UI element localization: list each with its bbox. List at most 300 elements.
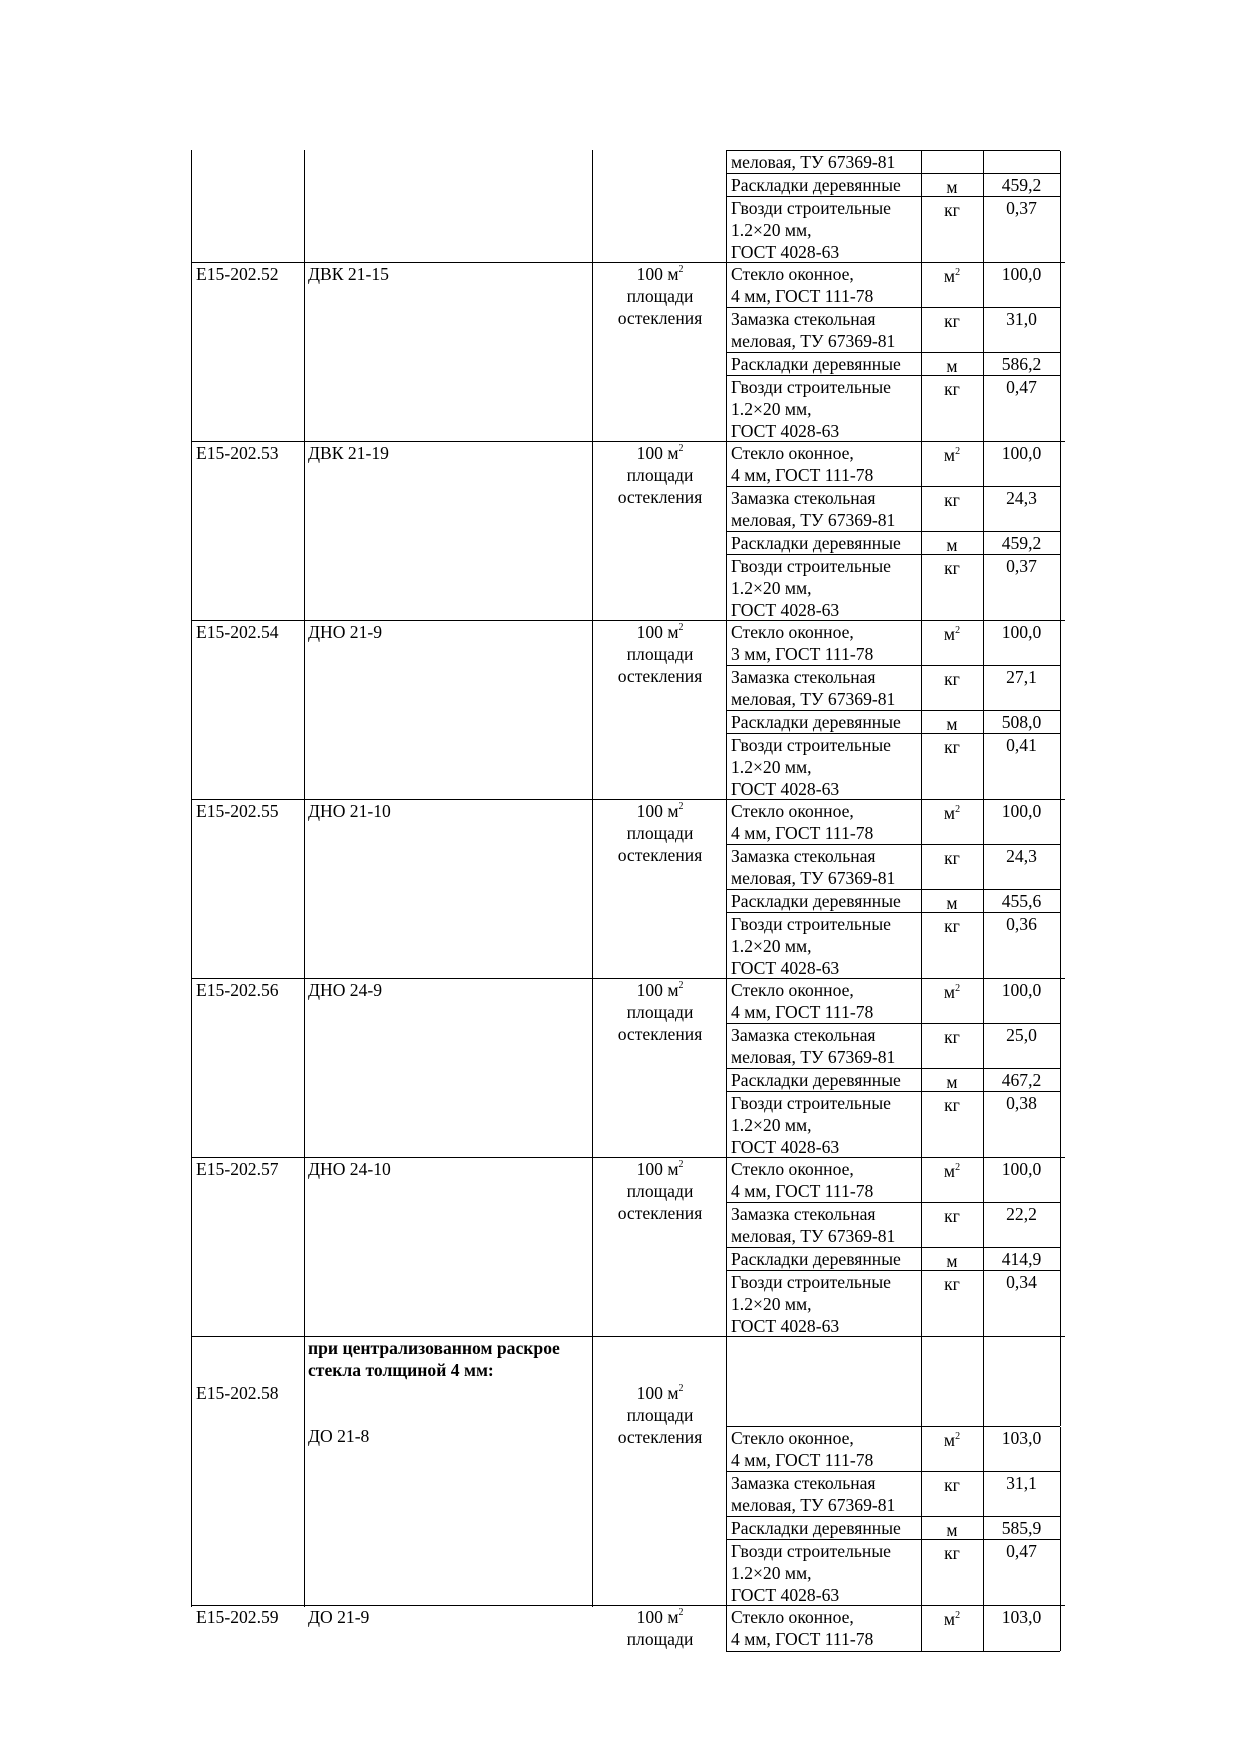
material-name: Гвозди строительные 1.2×20 мм, ГОСТ 4028-63 bbox=[731, 377, 891, 441]
material-unit bbox=[921, 444, 983, 466]
material-name: Раскладки деревянные bbox=[731, 1518, 901, 1538]
material-unit-text: кг bbox=[944, 1206, 960, 1226]
material-cell-border bbox=[726, 353, 727, 376]
material-cell-border bbox=[1060, 1024, 1061, 1069]
material-row bbox=[726, 554, 1060, 622]
material-name: Раскладки деревянные bbox=[731, 1249, 901, 1269]
material-name: Гвозди строительные 1.2×20 мм, ГОСТ 4028-63 bbox=[731, 735, 891, 799]
material-cell-border bbox=[1060, 442, 1061, 487]
material-cell-border bbox=[1060, 353, 1061, 376]
norm-name: ДО 21-9 bbox=[308, 1607, 370, 1627]
material-value: 508,0 bbox=[1001, 712, 1042, 732]
material-unit-superscript: 2 bbox=[955, 267, 961, 279]
material-cell-border bbox=[983, 1337, 984, 1426]
material-unit bbox=[921, 1273, 983, 1295]
norm-unit bbox=[593, 800, 727, 866]
material-cell-border bbox=[726, 1606, 727, 1651]
norm-unit-superscript: 2 bbox=[678, 1383, 684, 1395]
material-cell-border bbox=[726, 979, 727, 1024]
material-unit bbox=[921, 1429, 983, 1451]
material-cell-border bbox=[1060, 1248, 1061, 1271]
material-cell-border bbox=[726, 711, 727, 734]
material-row bbox=[726, 1605, 1060, 1652]
material-cell-border bbox=[1060, 1427, 1061, 1472]
norm-unit-line: площади bbox=[626, 1405, 694, 1425]
norm-unit-text: 100 м bbox=[636, 801, 679, 821]
material-row bbox=[726, 710, 1060, 734]
material-unit-text: м bbox=[943, 1430, 956, 1450]
material-cell-border bbox=[726, 376, 727, 443]
material-cell-border bbox=[726, 442, 727, 487]
material-cell-border bbox=[1060, 197, 1061, 264]
material-name: Замазка стекольная меловая, ТУ 67369-81 bbox=[731, 667, 896, 709]
material-value: 414,9 bbox=[1001, 1249, 1042, 1269]
material-cell-border bbox=[726, 666, 727, 711]
material-cell-border bbox=[726, 555, 727, 622]
material-cell-border bbox=[726, 734, 727, 801]
material-unit-text: кг bbox=[944, 311, 960, 331]
material-unit-text: кг bbox=[944, 379, 960, 399]
material-unit bbox=[921, 981, 983, 1003]
material-row bbox=[726, 844, 1060, 890]
material-unit bbox=[921, 1094, 983, 1116]
material-unit-text: кг bbox=[944, 1027, 960, 1047]
norm-entry bbox=[191, 262, 1065, 442]
material-cell-border bbox=[1060, 1203, 1061, 1248]
material-unit-text: м bbox=[946, 1251, 958, 1271]
material-name: Замазка стекольная меловая, ТУ 67369-81 bbox=[731, 309, 896, 351]
material-unit bbox=[921, 668, 983, 690]
material-value: 0,47 bbox=[1006, 377, 1037, 397]
material-name: Замазка стекольная меловая, ТУ 67369-81 bbox=[731, 488, 896, 530]
material-unit bbox=[921, 713, 983, 735]
norm-unit-line: площади bbox=[626, 465, 694, 485]
material-name: Гвозди строительные 1.2×20 мм, ГОСТ 4028-63 bbox=[731, 1093, 891, 1157]
norm-code: Е15-202.55 bbox=[196, 801, 279, 821]
norm-unit-superscript: 2 bbox=[678, 264, 684, 276]
material-unit-text: м bbox=[946, 714, 958, 734]
material-name: Стекло оконное, 4 мм, ГОСТ 111-78 bbox=[731, 801, 874, 843]
norm-name: ДНО 21-9 bbox=[308, 622, 383, 642]
material-name: Гвозди строительные 1.2×20 мм, ГОСТ 4028-63 bbox=[731, 1272, 891, 1336]
norm-entry bbox=[191, 1336, 1065, 1606]
material-value: 0,38 bbox=[1006, 1093, 1037, 1113]
material-unit bbox=[921, 489, 983, 511]
material-cell-border bbox=[1060, 174, 1061, 197]
material-unit-text: м bbox=[943, 803, 956, 823]
material-value: 100,0 bbox=[1001, 1159, 1042, 1179]
material-row bbox=[726, 1471, 1060, 1517]
material-cell-border bbox=[726, 1158, 727, 1203]
norm-unit-line: остекления bbox=[617, 1024, 703, 1044]
material-cell-border bbox=[726, 532, 727, 555]
material-unit-text: кг bbox=[944, 669, 960, 689]
material-value: 25,0 bbox=[1006, 1025, 1037, 1045]
material-unit-text: кг bbox=[944, 737, 960, 757]
material-cell-border bbox=[726, 890, 727, 913]
material-cell-border bbox=[726, 1427, 727, 1472]
norm-unit-line: площади bbox=[626, 1002, 694, 1022]
norm-code: Е15-202.52 bbox=[196, 264, 279, 284]
material-cell-border bbox=[726, 1069, 727, 1092]
norm-unit-superscript: 2 bbox=[678, 1159, 684, 1171]
material-value: 0,37 bbox=[1006, 198, 1037, 218]
norm-unit-superscript: 2 bbox=[678, 801, 684, 813]
material-value: 27,1 bbox=[1006, 667, 1037, 687]
material-value: 24,3 bbox=[1006, 488, 1037, 508]
norm-unit-line: площади bbox=[626, 286, 694, 306]
norm-unit-text: 100 м bbox=[636, 443, 679, 463]
material-cell-border bbox=[983, 151, 984, 174]
material-unit bbox=[921, 802, 983, 824]
material-cell-border bbox=[726, 1203, 727, 1248]
norm-unit-text: 100 м bbox=[636, 1383, 679, 1403]
materials-block bbox=[726, 799, 1060, 979]
material-cell-border bbox=[726, 1024, 727, 1069]
material-value: 0,41 bbox=[1006, 735, 1037, 755]
material-cell-border bbox=[1060, 263, 1061, 308]
material-row bbox=[726, 620, 1060, 666]
norm-name: ДО 21-8 bbox=[308, 1426, 370, 1446]
material-unit-superscript: 2 bbox=[955, 625, 961, 637]
material-unit bbox=[921, 378, 983, 400]
material-cell-border bbox=[921, 1337, 922, 1426]
material-cell-border bbox=[726, 1092, 727, 1159]
norm-entry bbox=[191, 799, 1065, 979]
material-unit bbox=[921, 199, 983, 221]
material-unit bbox=[921, 265, 983, 287]
norm-unit bbox=[593, 1158, 727, 1224]
material-row bbox=[726, 307, 1060, 353]
material-unit-text: кг bbox=[944, 1543, 960, 1563]
material-row bbox=[726, 978, 1060, 1024]
material-row bbox=[726, 733, 1060, 801]
material-cell-border bbox=[726, 151, 727, 174]
material-cell-border bbox=[726, 174, 727, 197]
material-value: 31,1 bbox=[1006, 1473, 1037, 1493]
material-unit-superscript: 2 bbox=[955, 446, 961, 458]
material-cell-border bbox=[1060, 845, 1061, 890]
materials-block bbox=[726, 1605, 1060, 1650]
norm-name: ДНО 21-10 bbox=[308, 801, 391, 821]
material-value: 100,0 bbox=[1001, 980, 1042, 1000]
material-unit-text: кг bbox=[944, 916, 960, 936]
material-name: Гвозди строительные 1.2×20 мм, ГОСТ 4028-63 bbox=[731, 1541, 891, 1605]
material-name: Стекло оконное, 4 мм, ГОСТ 111-78 bbox=[731, 1607, 874, 1649]
material-row bbox=[726, 1426, 1060, 1472]
material-cell-border bbox=[726, 263, 727, 308]
material-value: 455,6 bbox=[1001, 891, 1042, 911]
material-unit bbox=[921, 623, 983, 645]
material-cell-border bbox=[726, 845, 727, 890]
material-unit bbox=[921, 1542, 983, 1564]
materials-block bbox=[726, 150, 1060, 263]
material-cell-border bbox=[726, 1337, 727, 1426]
material-unit-text: кг bbox=[944, 848, 960, 868]
section-heading-text: при централизованном раскрое стекла толщиной 4 мм: bbox=[308, 1338, 560, 1380]
material-unit-text: м bbox=[946, 535, 958, 555]
norm-code: Е15-202.59 bbox=[196, 1607, 279, 1627]
material-value: 100,0 bbox=[1001, 264, 1042, 284]
norm-unit-text: 100 м bbox=[636, 622, 679, 642]
material-name: Замазка стекольная меловая, ТУ 67369-81 bbox=[731, 1025, 896, 1067]
material-unit-text: м bbox=[946, 1520, 958, 1540]
norm-unit-line: остекления bbox=[617, 308, 703, 328]
material-row bbox=[726, 531, 1060, 555]
norm-code: Е15-202.58 bbox=[196, 1383, 279, 1403]
material-cell-border bbox=[726, 1271, 727, 1338]
material-cell-border bbox=[726, 1248, 727, 1271]
material-name: Гвозди строительные 1.2×20 мм, ГОСТ 4028-63 bbox=[731, 198, 891, 262]
material-name: Раскладки деревянные bbox=[731, 533, 901, 553]
material-cell-border bbox=[1060, 1092, 1061, 1159]
material-value: 459,2 bbox=[1001, 533, 1042, 553]
norm-unit-line: площади bbox=[626, 644, 694, 664]
material-cell-border bbox=[1060, 913, 1061, 980]
material-name: Раскладки деревянные bbox=[731, 175, 901, 195]
norm-name: ДВК 21-19 bbox=[308, 443, 389, 463]
material-value: 0,47 bbox=[1006, 1541, 1037, 1561]
material-cell-border bbox=[1060, 1158, 1061, 1203]
material-unit bbox=[921, 355, 983, 377]
material-row bbox=[726, 912, 1060, 980]
material-unit-superscript: 2 bbox=[955, 1431, 961, 1443]
norm-unit bbox=[593, 263, 727, 329]
material-cell-border bbox=[1060, 555, 1061, 622]
material-unit bbox=[921, 915, 983, 937]
material-value: 103,0 bbox=[1001, 1607, 1042, 1627]
materials-block bbox=[726, 1157, 1060, 1337]
norm-unit-line bbox=[593, 442, 727, 464]
material-name: Стекло оконное, 4 мм, ГОСТ 111-78 bbox=[731, 443, 874, 485]
material-cell-border bbox=[1060, 308, 1061, 353]
material-name: Стекло оконное, 4 мм, ГОСТ 111-78 bbox=[731, 1159, 874, 1201]
material-cell-border bbox=[1060, 151, 1061, 174]
material-row bbox=[726, 1270, 1060, 1338]
norm-unit-line: остекления bbox=[617, 487, 703, 507]
material-unit-text: м bbox=[943, 266, 956, 286]
material-row bbox=[726, 262, 1060, 308]
material-row bbox=[726, 1247, 1060, 1271]
material-unit-text: кг bbox=[944, 1274, 960, 1294]
norm-unit-text: 100 м bbox=[636, 1159, 679, 1179]
material-unit bbox=[921, 892, 983, 914]
norm-unit-text: 100 м bbox=[636, 1607, 679, 1627]
norm-unit-line: площади bbox=[626, 1181, 694, 1201]
material-unit bbox=[921, 557, 983, 579]
norm-unit-text: 100 м bbox=[636, 264, 679, 284]
material-value: 100,0 bbox=[1001, 801, 1042, 821]
material-row bbox=[726, 150, 1060, 174]
material-cell-border bbox=[1060, 979, 1061, 1024]
material-unit bbox=[921, 176, 983, 198]
material-value: 586,2 bbox=[1001, 354, 1042, 374]
material-cell-border bbox=[726, 1472, 727, 1517]
materials-block bbox=[726, 262, 1060, 442]
material-cell-border bbox=[726, 308, 727, 353]
norm-unit bbox=[593, 1382, 727, 1448]
material-unit-superscript: 2 bbox=[955, 804, 961, 816]
norm-name: ДНО 24-9 bbox=[308, 980, 383, 1000]
material-row bbox=[726, 1157, 1060, 1203]
material-unit bbox=[921, 310, 983, 332]
material-unit bbox=[921, 1519, 983, 1541]
norm-unit-text: 100 м bbox=[636, 980, 679, 1000]
material-unit-text: кг bbox=[944, 200, 960, 220]
material-row bbox=[726, 441, 1060, 487]
material-value: 100,0 bbox=[1001, 622, 1042, 642]
material-unit-text: кг bbox=[944, 1095, 960, 1115]
norm-unit-line: остекления bbox=[617, 666, 703, 686]
materials-block bbox=[726, 620, 1060, 800]
material-unit bbox=[921, 1608, 983, 1630]
norm-unit-superscript: 2 bbox=[678, 622, 684, 634]
material-name: Стекло оконное, 3 мм, ГОСТ 111-78 bbox=[731, 622, 874, 664]
norm-code: Е15-202.57 bbox=[196, 1159, 279, 1179]
norm-code: Е15-202.54 bbox=[196, 622, 279, 642]
material-value: 103,0 bbox=[1001, 1428, 1042, 1448]
material-cell-border bbox=[726, 913, 727, 980]
material-row bbox=[726, 196, 1060, 264]
material-name: Замазка стекольная меловая, ТУ 67369-81 bbox=[731, 1473, 896, 1515]
material-unit bbox=[921, 1026, 983, 1048]
material-value: 585,9 bbox=[1001, 1518, 1042, 1538]
material-cell-border bbox=[1060, 1540, 1061, 1607]
material-unit-text: м bbox=[943, 1161, 956, 1181]
material-row bbox=[726, 486, 1060, 532]
material-value: 100,0 bbox=[1001, 443, 1042, 463]
material-cell-border bbox=[1060, 1606, 1061, 1651]
material-cell-border bbox=[1060, 1069, 1061, 1092]
material-unit-text: кг bbox=[944, 558, 960, 578]
material-unit-text: м bbox=[943, 445, 956, 465]
material-row bbox=[726, 665, 1060, 711]
material-cell-border bbox=[726, 487, 727, 532]
material-unit bbox=[921, 534, 983, 556]
norm-unit-line bbox=[593, 1158, 727, 1180]
material-row bbox=[726, 1023, 1060, 1069]
material-cell-border bbox=[726, 1517, 727, 1540]
material-cell-border bbox=[1060, 711, 1061, 734]
norm-unit-line: площади bbox=[626, 823, 694, 843]
norm-unit-line: площади bbox=[626, 1629, 694, 1649]
norm-entry bbox=[191, 441, 1065, 621]
norm-code: Е15-202.53 bbox=[196, 443, 279, 463]
material-value: 467,2 bbox=[1001, 1070, 1042, 1090]
norm-entry bbox=[191, 620, 1065, 800]
material-cell-border bbox=[1060, 1271, 1061, 1338]
norm-unit-superscript: 2 bbox=[678, 1607, 684, 1619]
material-unit-text: м bbox=[946, 1072, 958, 1092]
norm-code: Е15-202.56 bbox=[196, 980, 279, 1000]
material-cell-border bbox=[1060, 1517, 1061, 1540]
material-row bbox=[726, 1516, 1060, 1540]
material-name: Раскладки деревянные bbox=[731, 891, 901, 911]
material-cell-border bbox=[1060, 890, 1061, 913]
material-value: 31,0 bbox=[1006, 309, 1037, 329]
material-unit-text: кг bbox=[944, 1475, 960, 1495]
material-value: 24,3 bbox=[1006, 846, 1037, 866]
material-unit-text: м bbox=[943, 1609, 956, 1629]
material-row bbox=[726, 375, 1060, 443]
material-cell-border bbox=[1060, 621, 1061, 666]
material-row bbox=[726, 889, 1060, 913]
norm-unit-line: остекления bbox=[617, 1203, 703, 1223]
material-name: Стекло оконное, 4 мм, ГОСТ 111-78 bbox=[731, 264, 874, 306]
material-unit bbox=[921, 1071, 983, 1093]
material-name: Замазка стекольная меловая, ТУ 67369-81 bbox=[731, 1204, 896, 1246]
material-unit bbox=[921, 1474, 983, 1496]
norm-unit-line: остекления bbox=[617, 1427, 703, 1447]
norm-unit-line bbox=[593, 1382, 727, 1404]
material-value: 0,34 bbox=[1006, 1272, 1037, 1292]
material-cell-border bbox=[1060, 487, 1061, 532]
norm-entry bbox=[191, 1157, 1065, 1337]
material-row bbox=[726, 1091, 1060, 1159]
material-unit-text: кг bbox=[944, 490, 960, 510]
material-name: Замазка стекольная меловая, ТУ 67369-81 bbox=[731, 846, 896, 888]
material-value: 0,36 bbox=[1006, 914, 1037, 934]
material-cell-border bbox=[726, 197, 727, 264]
material-unit-text: м bbox=[943, 624, 956, 644]
material-cell-border bbox=[921, 151, 922, 174]
material-row bbox=[726, 1539, 1060, 1607]
material-unit bbox=[921, 1160, 983, 1182]
material-name: Гвозди строительные 1.2×20 мм, ГОСТ 4028-63 bbox=[731, 556, 891, 620]
norm-unit-line: остекления bbox=[617, 845, 703, 865]
norm-unit-superscript: 2 bbox=[678, 980, 684, 992]
material-row bbox=[726, 352, 1060, 376]
norm-unit bbox=[593, 621, 727, 687]
material-unit-text: м bbox=[946, 356, 958, 376]
material-row bbox=[726, 1202, 1060, 1248]
material-unit-superscript: 2 bbox=[955, 1610, 961, 1622]
norm-unit-line bbox=[593, 979, 727, 1001]
norm-unit-line bbox=[593, 800, 727, 822]
material-name: Стекло оконное, 4 мм, ГОСТ 111-78 bbox=[731, 980, 874, 1022]
norm-name: ДНО 24-10 bbox=[308, 1159, 391, 1179]
section-heading bbox=[308, 1337, 593, 1381]
norm-unit bbox=[593, 1606, 727, 1650]
norm-entry bbox=[191, 1605, 1065, 1650]
materials-block bbox=[726, 978, 1060, 1158]
materials-block bbox=[726, 1426, 1060, 1606]
material-name: Гвозди строительные 1.2×20 мм, ГОСТ 4028-63 bbox=[731, 914, 891, 978]
material-name: Раскладки деревянные bbox=[731, 712, 901, 732]
material-name: Раскладки деревянные bbox=[731, 354, 901, 374]
material-cell-border bbox=[726, 1540, 727, 1607]
norm-unit-line bbox=[593, 621, 727, 643]
norm-unit-line bbox=[593, 263, 727, 285]
norm-entry bbox=[191, 978, 1065, 1158]
material-unit bbox=[921, 1205, 983, 1227]
material-row bbox=[726, 1068, 1060, 1092]
material-unit-text: м bbox=[943, 982, 956, 1002]
material-unit bbox=[921, 736, 983, 758]
materials-block bbox=[726, 441, 1060, 621]
material-unit-superscript: 2 bbox=[955, 983, 961, 995]
material-value: 0,37 bbox=[1006, 556, 1037, 576]
material-row bbox=[726, 173, 1060, 197]
norm-unit-superscript: 2 bbox=[678, 443, 684, 455]
material-value: 22,2 bbox=[1006, 1204, 1037, 1224]
material-cell-border bbox=[726, 800, 727, 845]
material-cell-border bbox=[1060, 734, 1061, 801]
material-unit-text: м bbox=[946, 177, 958, 197]
material-name: Раскладки деревянные bbox=[731, 1070, 901, 1090]
material-name: меловая, ТУ 67369-81 bbox=[731, 152, 896, 172]
material-row bbox=[726, 799, 1060, 845]
